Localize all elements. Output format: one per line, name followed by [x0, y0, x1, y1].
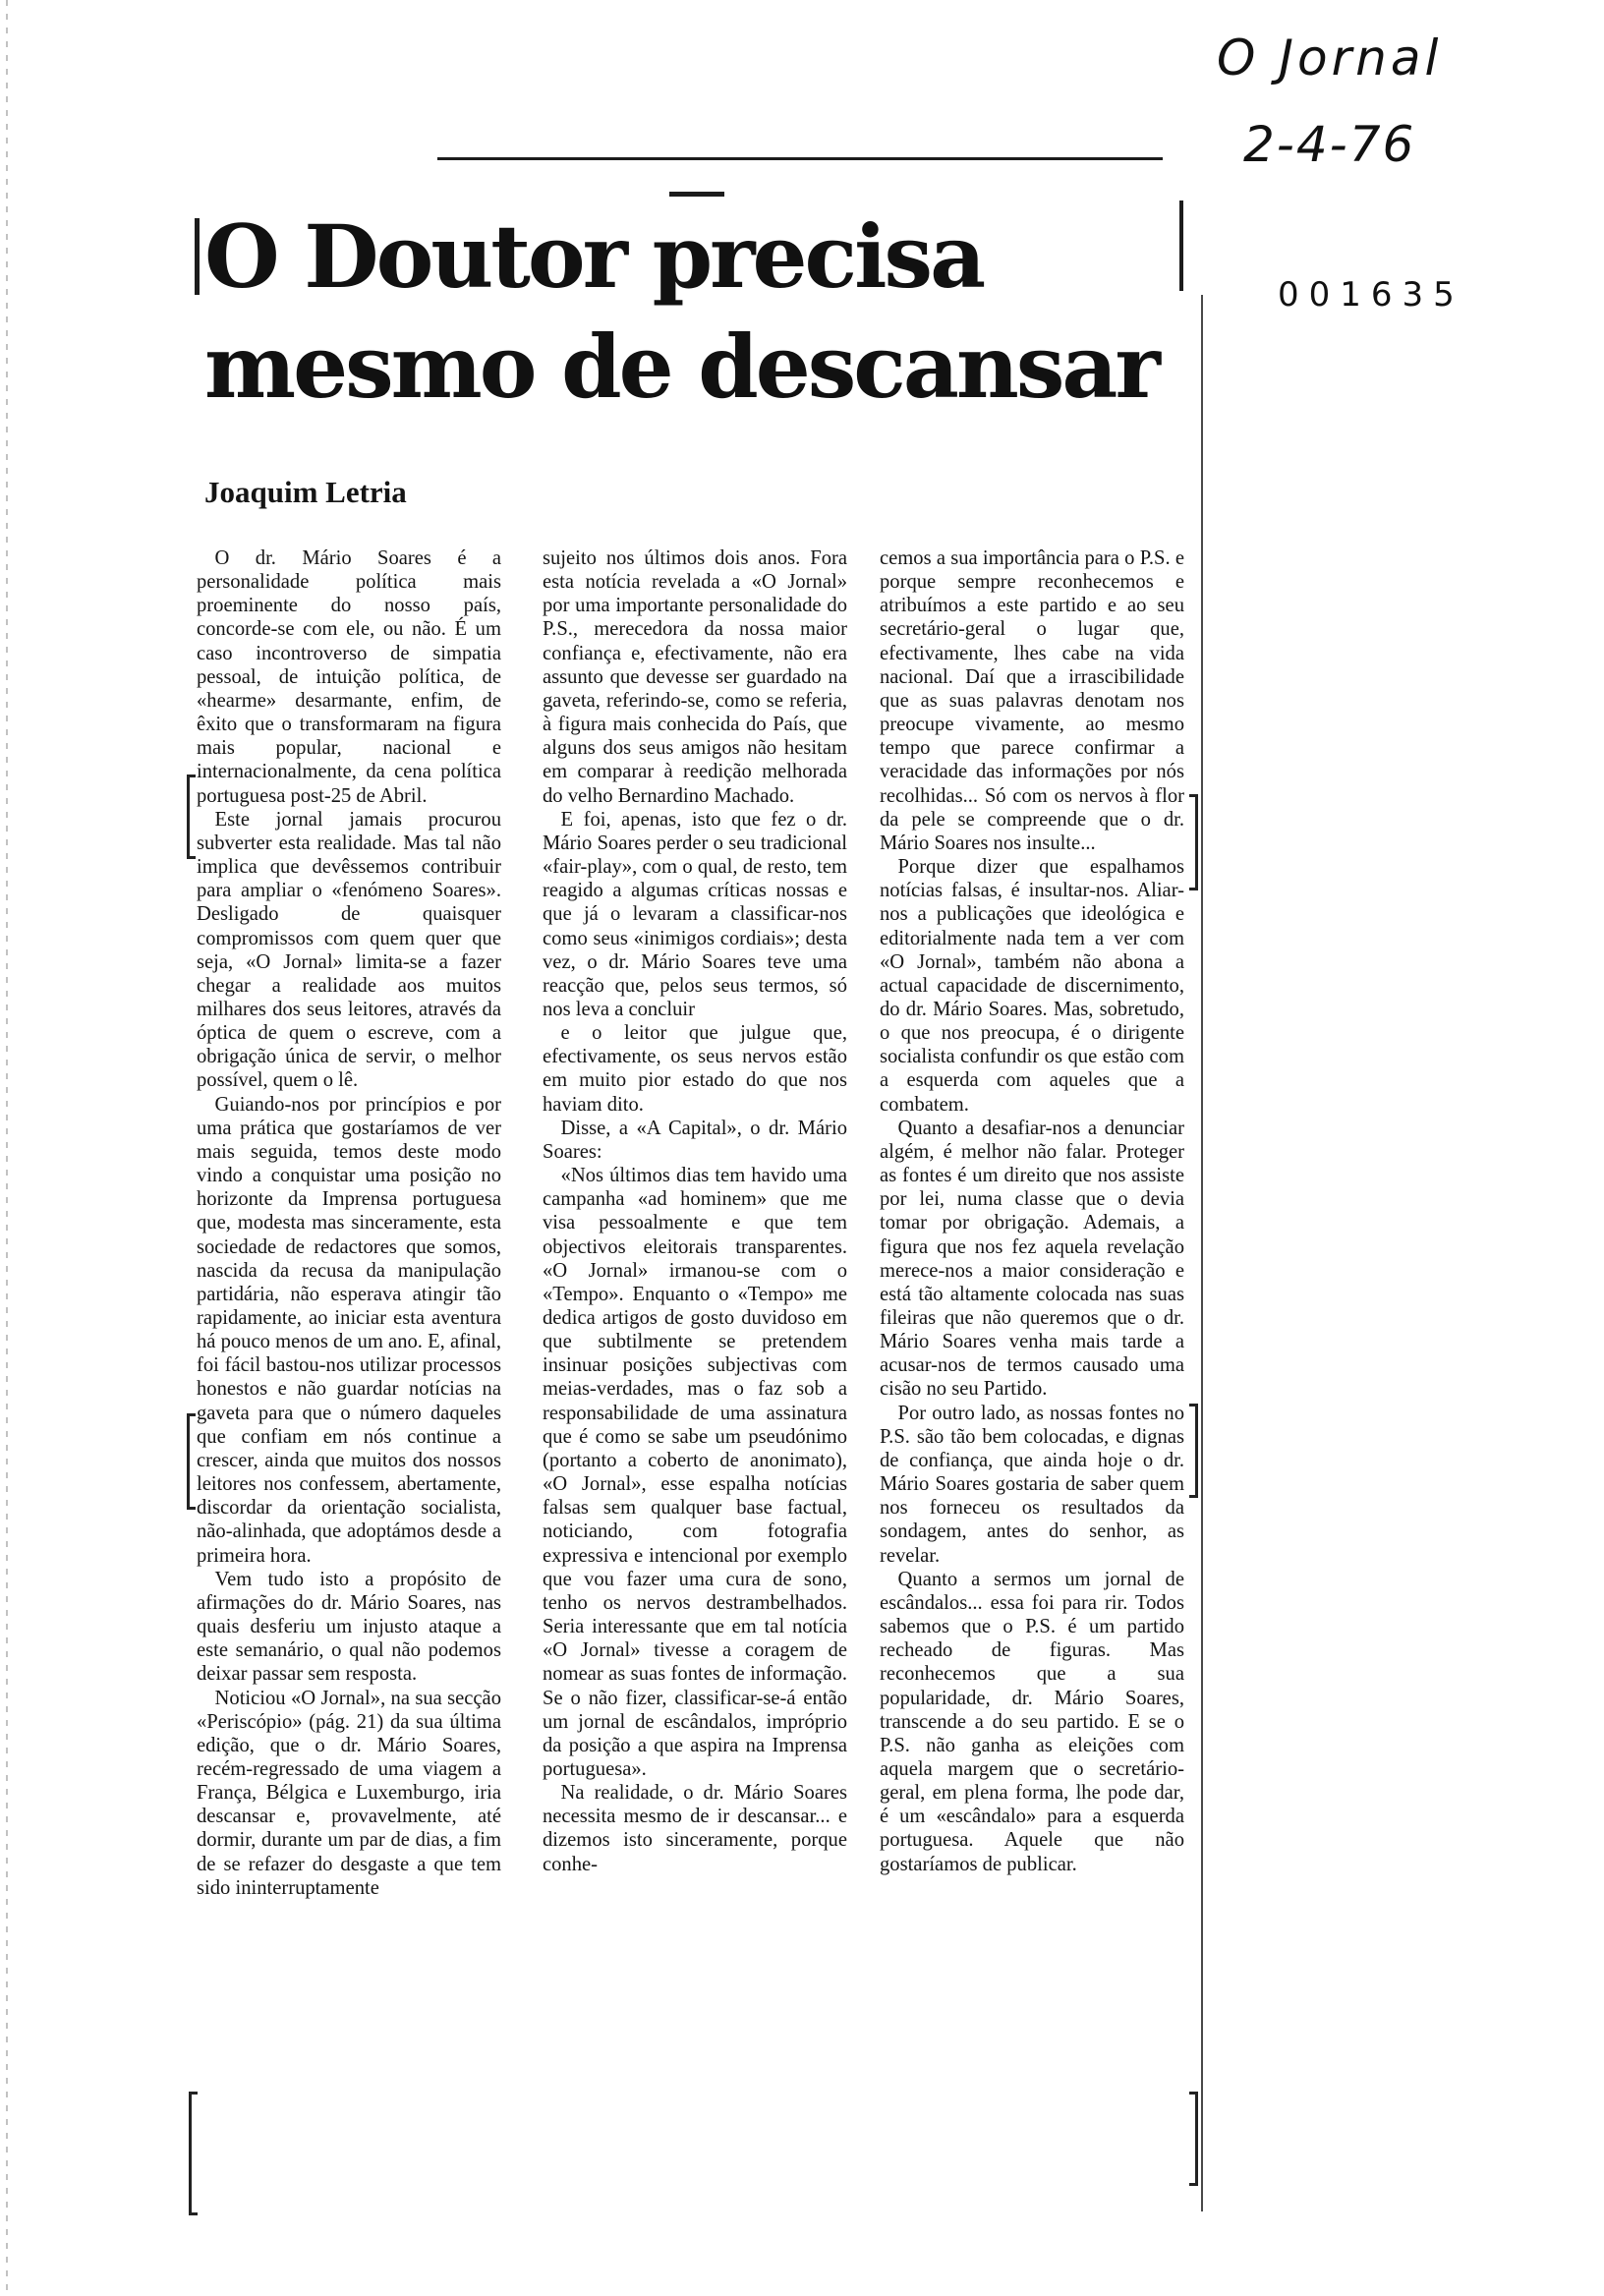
paragraph: E foi, apenas, isto que fez o dr. Mário Soares perder o seu tradicional «fair-play», com o qual, de resto, tem reagido a algumas críticas nossas e que já o levaram a classificar-nos como seus «inimigos cordiais»; desta vez, o dr. Mário Soares teve uma reacção que, pelos seus termos, só nos leva a concluir: [543, 808, 847, 1020]
headline-line-2: mesmo de descansar: [204, 316, 1158, 418]
paragraph: sujeito nos últimos dois anos. Fora esta notícia revelada a «O Jornal» por uma importante personalidade do P.S., merecedora da nossa maior confiança e, efectivamente, não era assunto que devesse ser guardado na gaveta, referindo-se, como se referia, à figura mais conhecida do País, que alguns dos seus amigos não hesitam em comparar à reedição melhorada do velho Bernardino Machado.: [543, 547, 847, 807]
article-column-2: [543, 546, 847, 1876]
headline-accent-rule: [669, 192, 724, 197]
margin-bracket: [1189, 2092, 1198, 2186]
paragraph: Guiando-nos por princípios e por uma prática que gostaríamos de ver mais seguida, temos deste modo vindo a conquistar uma posição no horizonte da Imprensa portuguesa que, modesta mas sinceramente, esta sociedade de redactores que somos, nascida da recusa da manipulação partidária, não esperava atingir tão rapidamente, ao iniciar esta aventura há pouco menos de um ano. E, afinal, foi fácil bastou-nos utilizar processos honestos e não guardar notícias na gaveta para que o número daqueles que confiam em nós continue a crescer, ainda que muitos dos nossos leitores nos confessem, abertamente, discordar da orientação socialista, não-alinhada, que adoptámos desde a primeira hora.: [197, 1093, 501, 1567]
paragraph: Vem tudo isto a propósito de afirmações do dr. Mário Soares, nas quais desferiu um injusto ataque a este semanário, o qual não podemos deixar passar sem resposta.: [197, 1568, 501, 1686]
article-right-rule: [1201, 295, 1203, 2211]
paragraph: Quanto a sermos um jornal de escândalos... essa foi para rir. Todos sabemos que o P.S. é um partido recheado de figuras. Mas reconhecemos que a sua popularidade, dr. Mário Soares, transcende a do seu partido. E se o P.S. não ganha as eleições com aquela margem que o secretário-geral, em plena forma, lhe pode dar, é um «escândalo» para a esquerda portuguesa. Aquele que não gostaríamos de publicar.: [880, 1568, 1184, 1875]
margin-bracket: [189, 2092, 198, 2215]
paragraph: O dr. Mário Soares é a personalidade política mais proeminente do nosso país, concorde-se com ele, ou não. É um caso incontroverso de simpatia pessoal, de intuição política, de «hearme» desarmante, enfim, de êxito que o transformaram na figura mais popular, nacional e internacionalmente, da cena política portuguesa post-25 de Abril.: [197, 547, 501, 807]
handwritten-reference-number: 001635: [1278, 275, 1464, 315]
article-headline: [204, 201, 1187, 422]
margin-bracket: [1189, 794, 1198, 890]
paragraph: Por outro lado, as nossas fontes no P.S. são tão bem colocadas, e dignas de confiança, que ainda hoje o dr. Mário Soares gostaria de saber quem nos forneceu os resultados da sondagem, antes do senhor, as revelar.: [880, 1402, 1184, 1567]
margin-bracket: [1189, 1404, 1198, 1498]
paragraph: Este jornal jamais procurou subverter esta realidade. Mas tal não implica que devêssemos contribuir para ampliar o «fenómeno Soares». Desligado de quaisquer compromissos com quem quer que seja, «O Jornal» limita-se a fazer chegar a realidade aos muitos milhares dos seus leitores, através da óptica de quem o escreve, com a obrigação única de servir, o melhor possível, quem o lê.: [197, 808, 501, 1092]
paragraph: Quanto a desafiar-nos a denunciar algém, é melhor não falar. Proteger as fontes é um direito que nos assiste por lei, numa classe que o devia tomar por obrigação. Ademais, a figura que nos fez aquela revelação merece-nos a maior consideração e está tão altamente colocada nas suas fileiras que não queremos que o dr. Mário Soares venha mais tarde a acusar-nos de termos causado uma cisão no seu Partido.: [880, 1117, 1184, 1401]
article-column-1: [197, 546, 501, 1900]
handwritten-source-note: O Jornal: [1217, 29, 1443, 86]
article-column-3: [880, 546, 1184, 1876]
paragraph: Na realidade, o dr. Mário Soares necessita mesmo de ir descansar... e dizemos isto sinceramente, porque conhe-: [543, 1782, 847, 1875]
headline-left-bar: [195, 218, 200, 295]
paragraph: cemos a sua importância para o P.S. e porque sempre reconhecemos e atribuímos a este partido e ao seu secretário-geral o lugar que, efectivamente, lhes cabe na vida nacional. Daí que a irrascibilidade que as suas palavras denotam nos preocupe vivamente, ao mesmo tempo que parece confirmar a veracidade das informações por nós recolhidas... Só com os nervos à flor da pele se compreende que o dr. Mário Soares nos insulte...: [880, 547, 1184, 854]
paragraph: «Nos últimos dias tem havido uma campanha «ad hominem» que me visa pessoalmente e que tem objectivos eleitorais transparentes. «O Jornal» irmanou-se com o «Tempo». Enquanto o «Tempo» me dedica artigos de gosto duvidoso em que subtilmente se pretendem insinuar posições subjectivas com meias-verdades, mas o faz sob a responsabilidade de uma assinatura que é como se sabe um pseudónimo (portanto a coberto de anonimato), «O Jornal», esse espalha notícias falsas sem qualquer base factual, noticiando, com fotografia expressiva e intencional por exemplo que vou fazer uma cura de sono, tenho os nervos destrambelhados. Seria interessante que em tal notícia «O Jornal» tivesse a coragem de nomear as suas fontes de informação. Se o não fizer, classificar-se-á então um jornal de escândalos, impróprio da posição a que aspira na Imprensa portuguesa».: [543, 1165, 847, 1780]
margin-bracket: [187, 775, 196, 859]
article-byline: Joaquim Letria: [204, 475, 407, 509]
paragraph: Noticiou «O Jornal», na sua secção «Periscópio» (pág. 21) da sua última edição, que o dr. Mário Soares, recém-regressado de uma viagem a França, Bélgica e Luxemburgo, iria descansar e, provavelmente, até dormir, durante um par de dias, a fim de se refazer do desgaste a que tem sido ininterruptamente: [197, 1687, 501, 1899]
paragraph: Disse, a «A Capital», o dr. Mário Soares:: [543, 1117, 847, 1163]
paragraph: Porque dizer que espalhamos notícias falsas, é insultar-nos. Aliar-nos a publicações que ideológica e editorialmente nada tem a ver com «O Jornal», também não abona a actual capacidade de discernimento, do dr. Mário Soares. Mas, sobretudo, o que nos preocupa, é o dirigente socialista confundir os que estão com a esquerda com aqueles que a combatem.: [880, 856, 1184, 1116]
scan-edge: [6, 0, 8, 2296]
handwritten-date-note: 2-4-76: [1243, 116, 1416, 173]
headline-line-1: O Doutor precisa: [204, 205, 984, 308]
margin-bracket: [187, 1413, 196, 1510]
paragraph: e o leitor que julgue que, efectivamente, os seus nervos estão em muito pior estado do que nos haviam dito.: [543, 1022, 847, 1116]
top-rule: [437, 157, 1163, 160]
